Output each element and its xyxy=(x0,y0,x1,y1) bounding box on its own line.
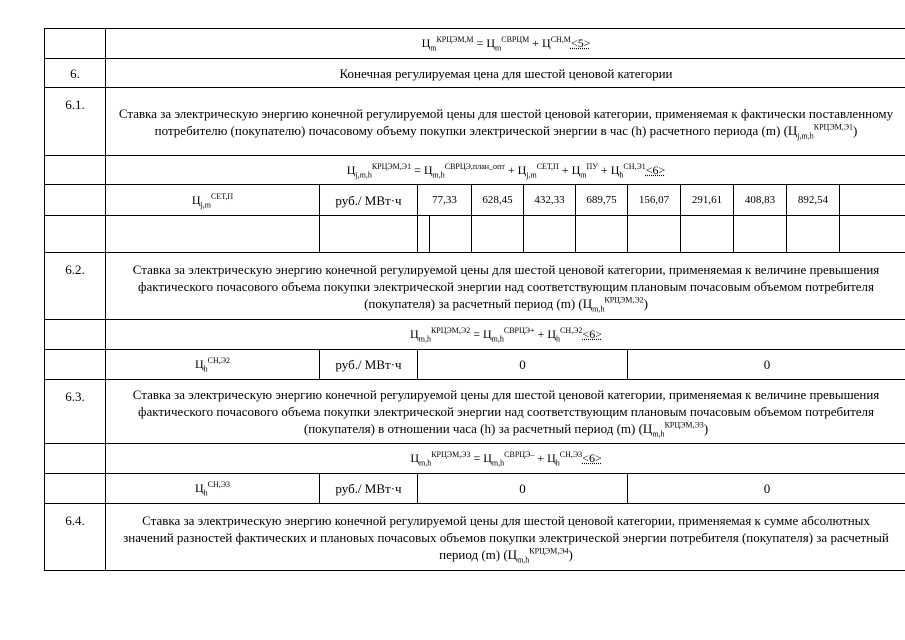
formula-sup: СН,М xyxy=(550,35,571,44)
empty-cell xyxy=(45,320,106,350)
rate-value: 628,45 xyxy=(472,185,524,216)
empty-cell xyxy=(45,444,106,474)
empty-cell xyxy=(418,216,430,253)
formula-sup: СВРЦЭ– xyxy=(504,450,535,459)
formula-sub: m,h xyxy=(517,555,530,565)
formula-sup: СВРЦЭ,план_опт xyxy=(444,161,505,171)
formula-sub: m xyxy=(430,43,437,53)
empty-cell xyxy=(524,216,576,253)
footnote-ref-link[interactable]: <6> xyxy=(645,162,666,177)
formula-sub: j,m xyxy=(200,199,212,209)
formula-sup: СЕТ,П xyxy=(211,191,234,201)
empty-cell xyxy=(320,216,418,253)
table-row xyxy=(45,185,905,216)
description-text-end: ) xyxy=(853,122,858,138)
formula-sub: m xyxy=(580,169,587,179)
formula-symbol: Ц xyxy=(421,36,431,50)
table-row xyxy=(45,253,905,320)
formula-sup: СН,Э3 xyxy=(207,480,231,489)
description-text-end: ) xyxy=(643,295,648,311)
rate-value: 432,33 xyxy=(524,185,576,216)
formula-sub: h xyxy=(203,364,208,374)
description-text-end: ) xyxy=(703,421,709,436)
rate-value: 0 xyxy=(418,474,628,504)
formula-sub: m,h xyxy=(491,334,504,344)
rate-value: 0 xyxy=(628,350,905,380)
formula-sup: КРЦЭМ,Э1 xyxy=(813,122,853,132)
empty-cell xyxy=(106,216,320,253)
formula-6-1: $Ц_{j,m,h}^{КРЦЭМ,Э1} = Ц_{m,h}^{СВРЦЭ,план\_опт} + Ц_{j,m}^{СЕТ,П} + Ц_m^{ПУ} + Ц_h^{СН,Э1}<6>$ xyxy=(106,156,905,185)
empty-cell xyxy=(45,474,106,504)
description-text: Ставка за электрическую энергию конечной регулируемой цены для шестой ценовой категории, применяемая к величине превышения фактического почасового объема покупки электрической энергии над соответствующим плановым почасовым объемом потребителя (покупателя) в отношении часа (h) за расчетный период (m) (Ц xyxy=(132,387,880,436)
formula-sup: СЕТ,П xyxy=(536,161,559,171)
formula-sup: КРЦЭМ,Э1 xyxy=(371,161,412,171)
empty-cell xyxy=(45,350,106,380)
formula-sub: j,m,h xyxy=(355,169,372,179)
table-row xyxy=(45,88,905,156)
description-text: Ставка за электрическую энергию конечной регулируемой цены для шестой ценовой категории, применяемая к величине превышения фактического почасового объема покупки электрической энергии над соответствующим плановым почасовым объемом потребителя (покупателя) за расчетный период (m) (Ц xyxy=(132,261,880,311)
formula-sub: m,h xyxy=(418,334,431,344)
empty-cell xyxy=(45,156,106,185)
empty-cell xyxy=(840,216,905,253)
tariff-table xyxy=(44,28,905,571)
empty-cell xyxy=(628,216,681,253)
formula-plus: + Ц xyxy=(529,36,551,50)
section-number: 6.4. xyxy=(45,504,106,571)
table-row xyxy=(45,350,905,380)
formula-sup: СН,Э2 xyxy=(207,356,231,365)
formula-sub: h xyxy=(555,458,560,468)
table-row xyxy=(45,59,905,88)
table-row xyxy=(45,156,905,185)
table-row xyxy=(45,474,905,504)
rate-label: $Ц_h^{СН,Э2}$ xyxy=(106,350,320,380)
formula-sub: h xyxy=(556,334,561,344)
empty-cell xyxy=(45,216,106,253)
rate-value: 291,61 xyxy=(681,185,734,216)
formula-sub: h xyxy=(619,169,624,179)
unit-label: руб./ МВт·ч xyxy=(320,350,418,380)
formula-sup: КРЦЭМ,М xyxy=(436,35,474,44)
formula-sup: КРЦЭМ,Э2 xyxy=(604,295,644,305)
formula-sup: СН,Э2 xyxy=(560,326,583,335)
formula-top xyxy=(106,29,905,59)
table-row xyxy=(45,444,905,474)
formula-sup: СВРЦЭ+ xyxy=(503,326,535,335)
section-number: 6.2. xyxy=(45,253,106,320)
formula-sub: j,m,h xyxy=(797,131,814,141)
section-number: 6.3. xyxy=(45,380,106,444)
table-row xyxy=(45,504,905,571)
table-row xyxy=(45,29,905,59)
formula-sub: m,h xyxy=(652,429,665,439)
table-row xyxy=(45,380,905,444)
formula-sub: j,m xyxy=(526,169,537,179)
description-text: Ставка за электрическую энергию конечной регулируемой цены для шестой ценовой категории, применяемая к сумме абсолютных значений разностей фактических и плановых почасовых объемов покупки электрической энергии потребителя (покупателя) за расчетный период (m) (Ц xyxy=(123,512,889,562)
empty-cell xyxy=(45,29,106,59)
rate-value: 156,07 xyxy=(628,185,681,216)
section-description xyxy=(106,253,905,320)
formula-sub: m xyxy=(495,43,502,53)
formula-6-3: $Ц_{m,h}^{КРЦЭМ,Э3} = Ц_{m,h}^{СВРЦЭ-} + Ц_h^{СН,Э3}<6>$ xyxy=(106,444,905,474)
formula-sub: m,h xyxy=(418,458,432,468)
rate-value: 689,75 xyxy=(576,185,628,216)
footnote-ref-link[interactable]: <6> xyxy=(582,451,602,465)
section-title: Конечная регулируемая цена для шестой ценовой категории xyxy=(106,59,905,88)
rate-value: 892,54 xyxy=(787,185,840,216)
formula-sup: СН,Э3 xyxy=(559,450,583,459)
formula-sup: КРЦЭМ,Э4 xyxy=(529,546,569,556)
rate-value: 77,33 xyxy=(418,185,472,216)
formula-eq: = xyxy=(473,36,487,50)
empty-cell xyxy=(681,216,734,253)
section-number: 6. xyxy=(45,59,106,88)
formula-sup: СН,Э1 xyxy=(623,161,646,171)
formula-sup: КРЦЭМ,Э3 xyxy=(431,450,471,459)
empty-cell xyxy=(576,216,628,253)
empty-cell xyxy=(787,216,840,253)
section-description xyxy=(106,380,905,444)
formula-sup: СВРЦМ xyxy=(501,35,530,44)
empty-cell xyxy=(472,216,524,253)
section-description xyxy=(106,88,905,156)
rate-label: $Ц_h^{СН,Э3}$ xyxy=(106,474,320,504)
rate-value: 0 xyxy=(418,350,628,380)
formula-sub: m,h xyxy=(432,169,445,179)
formula-sup: КРЦЭМ,Э3 xyxy=(664,420,704,430)
footnote-ref-link[interactable]: <5> xyxy=(570,36,591,50)
formula-sub: h xyxy=(203,488,208,498)
empty-cell xyxy=(734,216,787,253)
unit-label: руб./ МВт·ч xyxy=(320,474,418,504)
formula-sub: m,h xyxy=(491,458,505,468)
table-row xyxy=(45,320,905,350)
formula-sup: КРЦЭМ,Э2 xyxy=(430,326,471,335)
formula-symbol: Ц xyxy=(486,36,495,50)
section-number: 6.1. xyxy=(45,88,106,156)
formula-sup: ПУ xyxy=(586,161,598,171)
description-text-end: ) xyxy=(568,546,573,562)
formula-6-2: $Ц_{m,h}^{КРЦЭМ,Э2} = Ц_{m,h}^{СВРЦЭ+} + Ц_h^{СН,Э2}<6>$ xyxy=(106,320,905,350)
empty-cell xyxy=(430,216,472,253)
section-description xyxy=(106,504,905,571)
footnote-ref-link[interactable]: <6> xyxy=(582,327,602,341)
table-row xyxy=(45,216,905,253)
unit-label: руб./ МВт·ч xyxy=(320,185,418,216)
empty-cell xyxy=(45,185,106,216)
description-text: Ставка за электрическую энергию конечной регулируемой цены для шестой ценовой категории, применяемая к фактически поставленному потребителю (покупателю) почасовому объему покупки электрической энергии в час (h) расчетного периода (m) (Ц xyxy=(118,105,894,138)
rate-value: 0 xyxy=(628,474,905,504)
formula-sub: m,h xyxy=(592,304,605,314)
rate-label: $Ц_{j,m}^{СЕТ,П}$ xyxy=(106,185,320,216)
rate-value: 408,83 xyxy=(734,185,787,216)
